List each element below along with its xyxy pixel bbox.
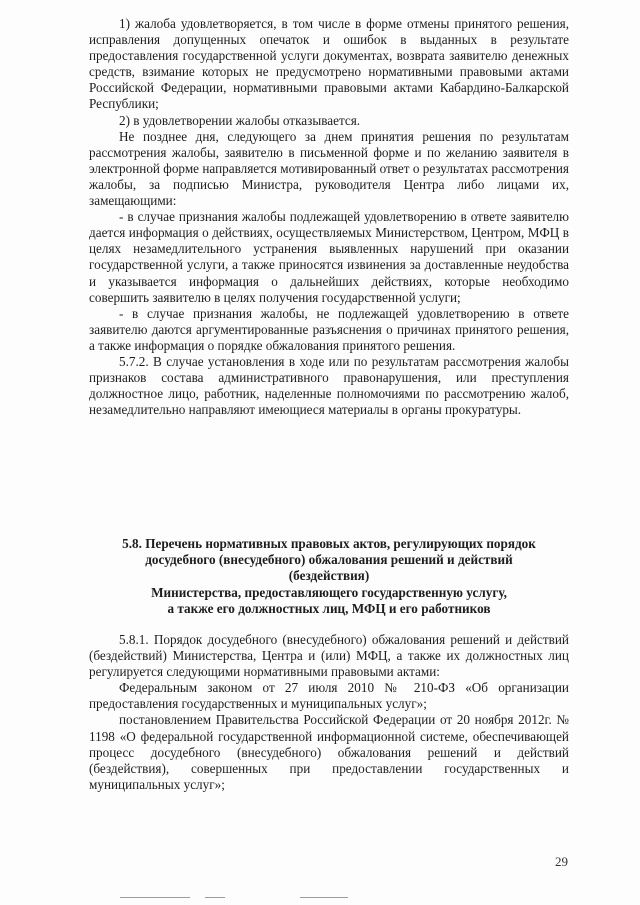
scan-artifact-line (300, 897, 348, 898)
heading-line: а также его должностных лиц, МФЦ и его работников (167, 600, 491, 616)
paragraph: 1) жалоба удовлетворяется, в том числе в форме отмены принятого решения, исправления допущенных опечаток и ошибок в выданных в результате предоставления государственной услуги документах, возврата заявителю денежных средств, взимание которых не предусмотрено нормативными правовыми актами Российской Федерации, нормативными правовыми актами Кабардино-Балкарской Республики; (89, 16, 569, 112)
paragraph: - в случае признания жалобы, не подлежащей удовлетворению в ответе заявителю даются аргументированные разъяснения о причинах принятого решения, а также информация о порядке обжалования принятого решения. (89, 305, 569, 353)
paragraph: 5.8.1. Порядок досудебного (внесудебного) обжалования решений и действий (бездействий) Министерства, Центра и (или) МФЦ, а также их должностных лиц регулируется следующими нормативными правовыми актами: (89, 632, 569, 680)
heading-line: 5.8. Перечень нормативных правовых актов, регулирующих порядок (122, 536, 536, 551)
paragraph: Федеральным законом от 27 июля 2010 № 210-ФЗ «Об организации предоставления государственных и муниципальных услуг»; (89, 680, 569, 712)
heading-line: Министерства, предоставляющего государственную услугу, (151, 584, 507, 600)
paragraph: 2) в удовлетворении жалобы отказывается. (119, 112, 361, 128)
paragraph: 5.7.2. В случае установления в ходе или по результатам рассмотрения жалобы признаков состава административного правонарушения, или преступления должностное лицо, работник, наделенные полномочиями по рассмотрению жалоб, незамедлительно направляют имеющиеся материалы в органы прокуратуры. (89, 353, 569, 418)
scan-artifact-line (120, 897, 190, 898)
heading-line: досудебного (внесудебного) обжалования решений и действий (145, 552, 513, 568)
body-text-top (89, 16, 569, 418)
page-number: 29 (555, 854, 568, 869)
heading-line: (бездействия) (288, 568, 370, 584)
paragraph: Не позднее дня, следующего за днем принятия решения по результатам рассмотрения жалобы, заявителю в письменной форме и по желанию заявителя в электронной форме направляется мотивированный ответ о результатах рассмотрения жалобы, за подписью Министра, руководителя Центра либо лицами их, замещающими: (89, 128, 569, 209)
body-text-bottom (89, 632, 569, 793)
scan-artifact-line (205, 897, 225, 898)
paragraph: - в случае признания жалобы подлежащей удовлетворению в ответе заявителю дается информация о действиях, осуществляемых Министерством, Центром, МФЦ в целях незамедлительного устранения выявленных нарушений при оказании государственной услуги, а также приносятся извинения за доставленные неудобства и указывается информация о дальнейших действиях, которые необходимо совершить заявителю в целях получения государственной услуги; (89, 209, 569, 305)
section-heading (89, 536, 569, 617)
paragraph: постановлением Правительства Российской Федерации от 20 ноября 2012г. № 1198 «О федеральной государственной информационной системе, обеспечивающей процесс досудебного (внесудебного) обжалования решений и действий (бездействия), совершенных при предоставлении государственных и муниципальных услуг»; (89, 712, 569, 792)
